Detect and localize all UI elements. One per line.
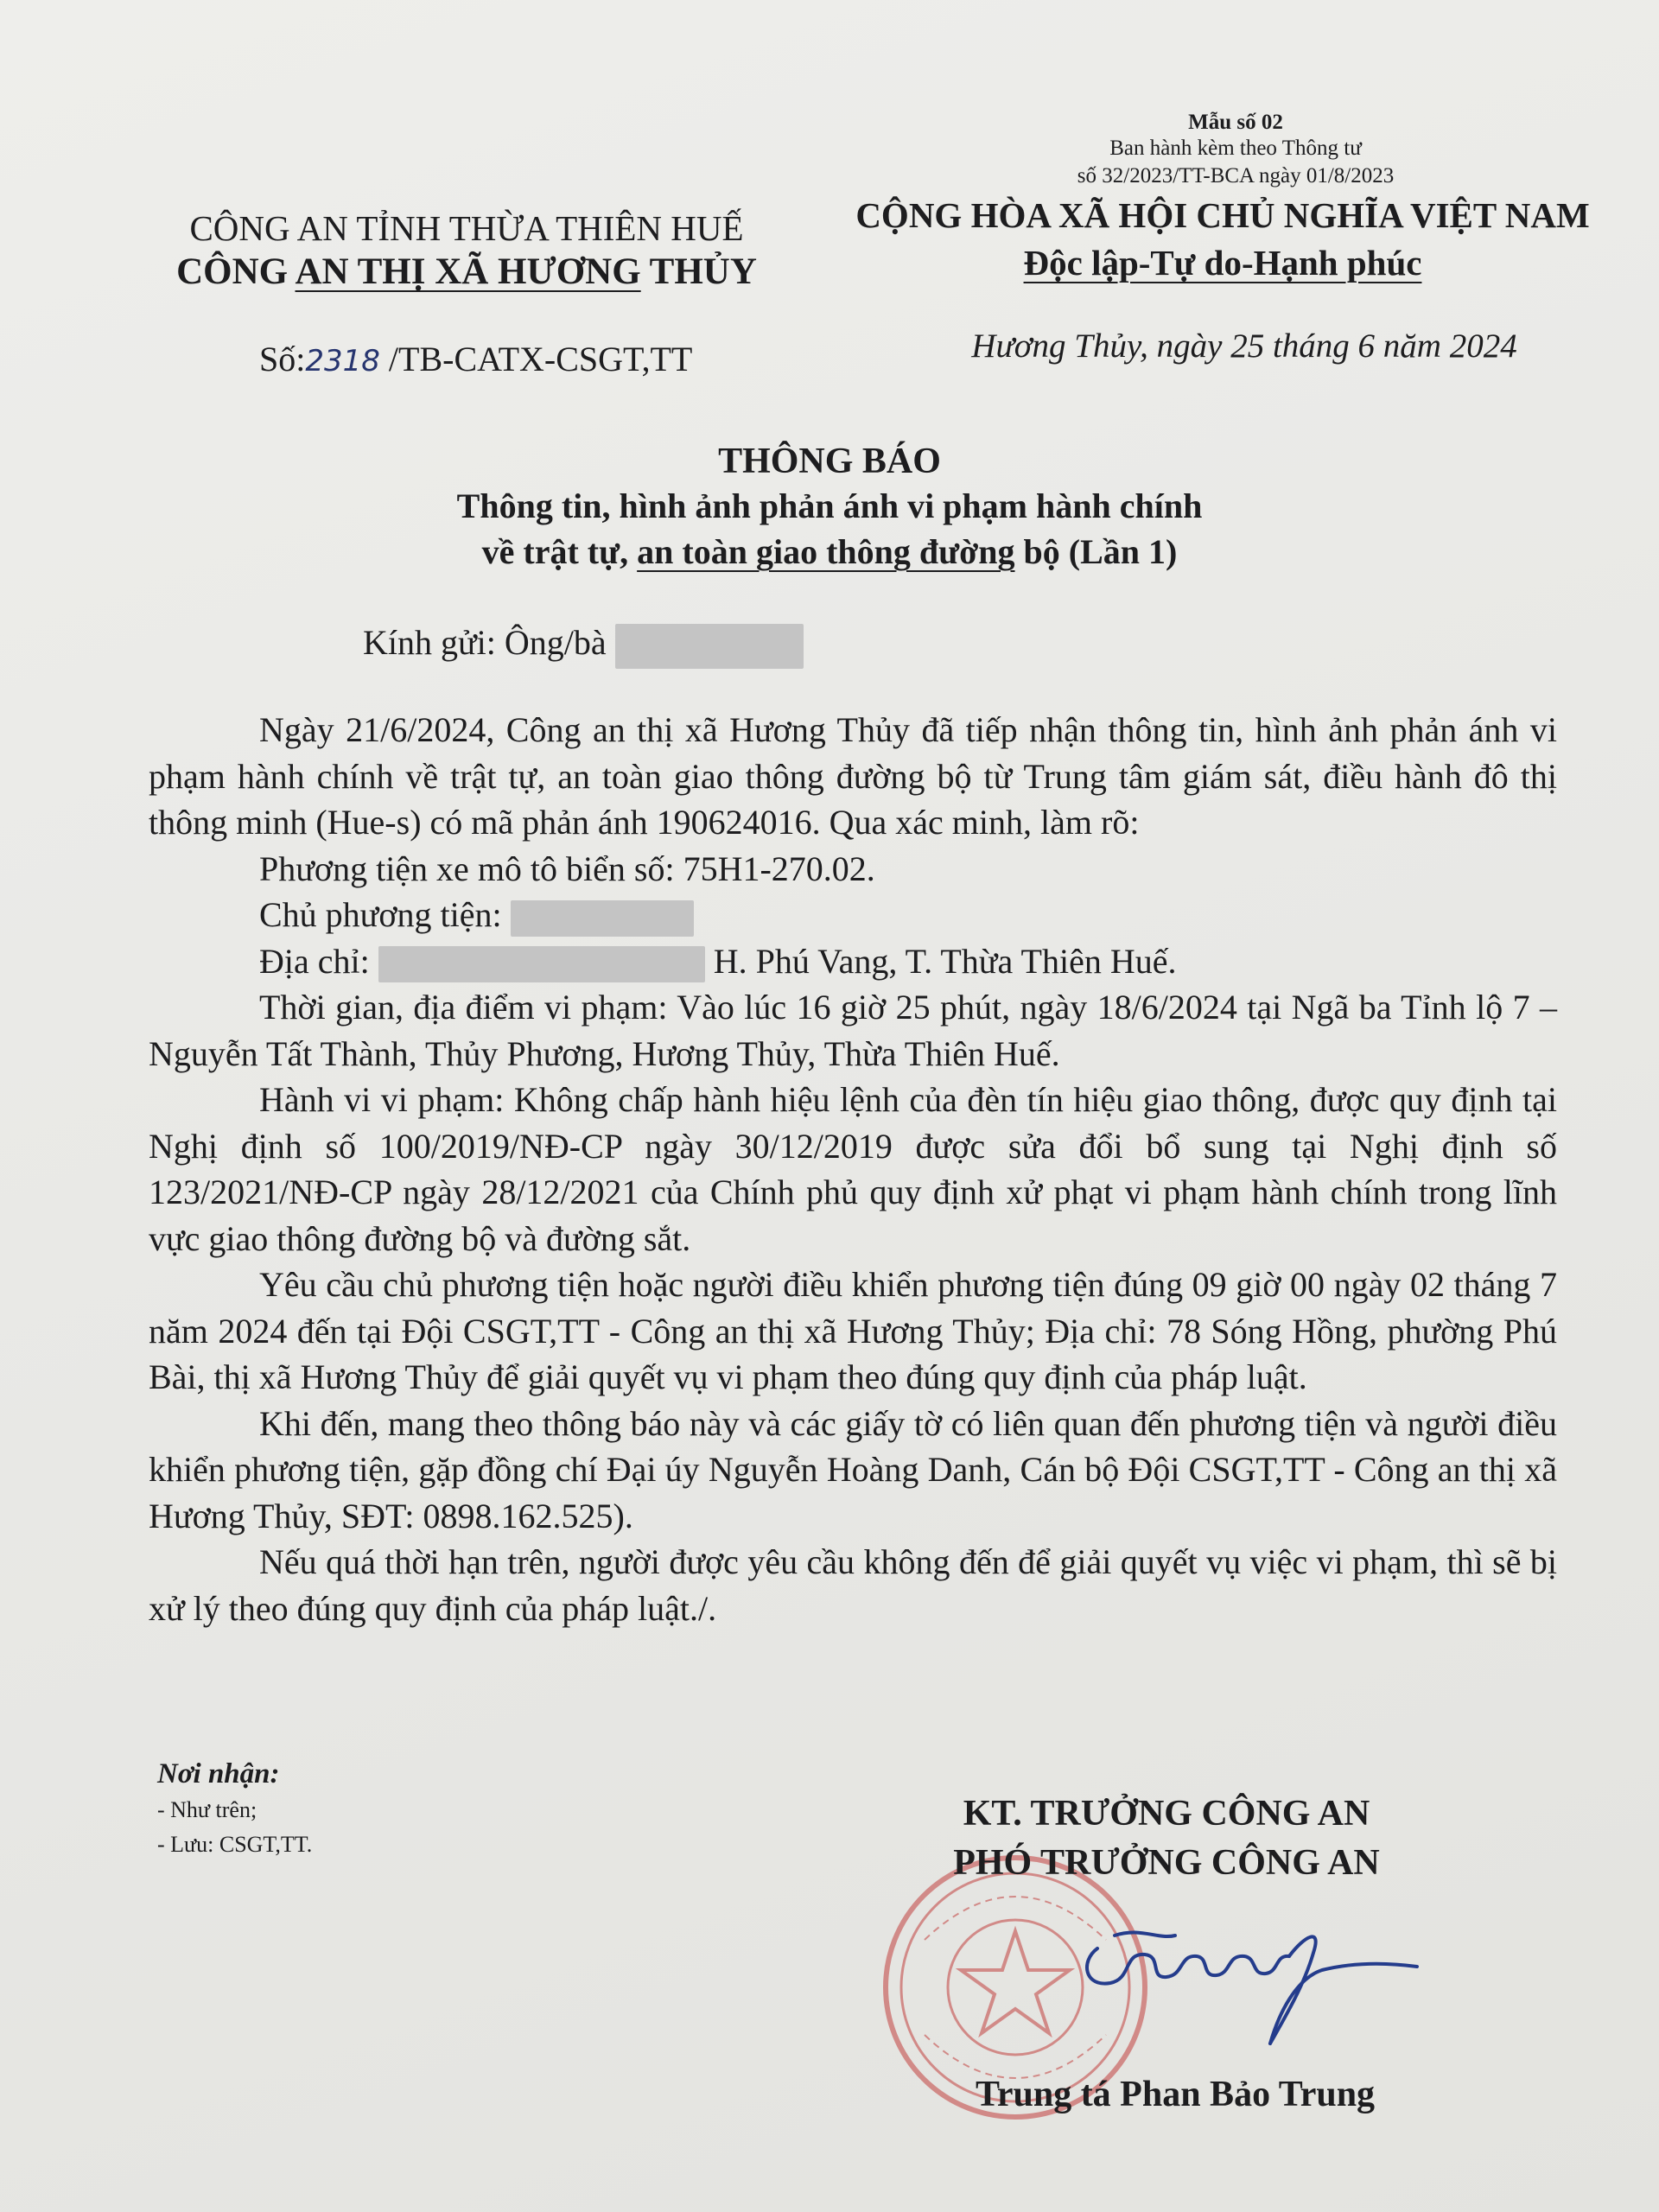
redacted-recipient-name (615, 624, 804, 669)
paragraph-request: Yêu cầu chủ phương tiện hoặc người điều khiển phương tiện đúng 09 giờ 00 ngày 02 tháng 7 năm 2024 đến tại Đội CSGT,TT - Công an thị xã Hương Thủy; Địa chỉ: 78 Sóng Hồng, phường Phú Bài, thị xã Hương Thủy để giải quyết vụ vi phạm theo đúng quy định của pháp luật. (149, 1265, 1557, 1396)
form-circular: số 32/2023/TT-BCA ngày 01/8/2023 (1077, 164, 1395, 188)
recipients-label: Nơi nhận: (157, 1758, 280, 1789)
document-title: THÔNG BÁO (718, 442, 941, 481)
country-name: CỘNG HÒA XÃ HỘI CHỦ NGHĨA VIỆT NAM (855, 195, 1590, 235)
agency-parent: CÔNG AN TỈNH THỪA THIÊN HUẾ (189, 208, 744, 248)
form-number: Mẫu số 02 (1188, 111, 1283, 134)
handwritten-signature (1063, 1901, 1426, 2065)
place-and-date: Hương Thủy, ngày 25 tháng 6 năm 2024 (971, 327, 1517, 365)
greeting: Kính gửi: Ông/bà (363, 622, 804, 669)
document-subtitle-2: về trật tự, an toàn giao thông đường bộ (Lần 1) (481, 532, 1178, 571)
vehicle-plate: Phương tiện xe mô tô biển số: 75H1-270.02. (259, 849, 875, 888)
signature-title-1: KT. TRƯỞNG CÔNG AN (963, 1794, 1370, 1834)
redacted-owner-name (511, 900, 694, 937)
vehicle-owner: Chủ phương tiện: (149, 892, 1557, 938)
handwritten-number: 2318 (305, 344, 380, 378)
recipient-item: - Như trên; (157, 1797, 257, 1822)
paragraph-bring-documents: Khi đến, mang theo thông báo này và các giấy tờ có liên quan đến phương tiện và người điều khiển phương tiện, gặp đồng chí Đại úy Nguyễn Hoàng Danh, Cán bộ Đội CSGT,TT - Công an thị xã Hương Thủy, SĐT: 0898.162.525). (149, 1403, 1557, 1535)
form-issued-with: Ban hành kèm theo Thông tư (1109, 137, 1362, 160)
paragraph-deadline: Nếu quá thời hạn trên, người được yêu cầu không đến để giải quyết vụ việc vi phạm, thì sẽ bị xử lý theo đúng quy định của pháp luật./. (149, 1542, 1557, 1628)
paragraph-time-place: Thời gian, địa điểm vi phạm: Vào lúc 16 giờ 25 phút, ngày 18/6/2024 tại Ngã ba Tỉnh lộ 7 – Nguyễn Tất Thành, Thủy Phương, Hương Thủy, Thừa Thiên Huế. (149, 988, 1557, 1073)
signer-name: Trung tá Phan Bảo Trung (975, 2075, 1376, 2114)
paragraph-violation: Hành vi vi phạm: Không chấp hành hiệu lệnh của đèn tín hiệu giao thông, được quy định tại Nghị định số 100/2019/NĐ-CP ngày 30/12/2019 được sửa đổi bổ sung tại Nghị định số 123/2021/NĐ-CP ngày 28/12/2021 của Chính phủ quy định xử phạt vi phạm hành chính trong lĩnh vực giao thông đường bộ và đường sắt. (149, 1080, 1557, 1258)
redacted-address (378, 946, 705, 982)
signature-title-2: PHÓ TRƯỞNG CÔNG AN (953, 1843, 1380, 1883)
notice-body (149, 707, 1557, 1631)
paragraph-intro: Ngày 21/6/2024, Công an thị xã Hương Thủy đã tiếp nhận thông tin, hình ảnh phản ánh vi phạm hành chính về trật tự, an toàn giao thông đường bộ từ Trung tâm giám sát, điều hành đô thị thông minh (Hue-s) có mã phản ánh 190624016. Qua xác minh, làm rõ: (149, 710, 1557, 842)
document-number: Số:2318 /TB-CATX-CSGT,TT (259, 340, 693, 378)
owner-address: Địa chỉ: H. Phú Vang, T. Thừa Thiên Huế. (149, 938, 1557, 985)
recipient-item: - Lưu: CSGT,TT. (157, 1832, 313, 1857)
national-motto: Độc lập-Tự do-Hạnh phúc (1023, 243, 1422, 283)
document-subtitle-1: Thông tin, hình ảnh phản ánh vi phạm hành chính (456, 486, 1203, 525)
agency-name: CÔNG AN THỊ XÃ HƯƠNG THỦY (176, 251, 757, 292)
